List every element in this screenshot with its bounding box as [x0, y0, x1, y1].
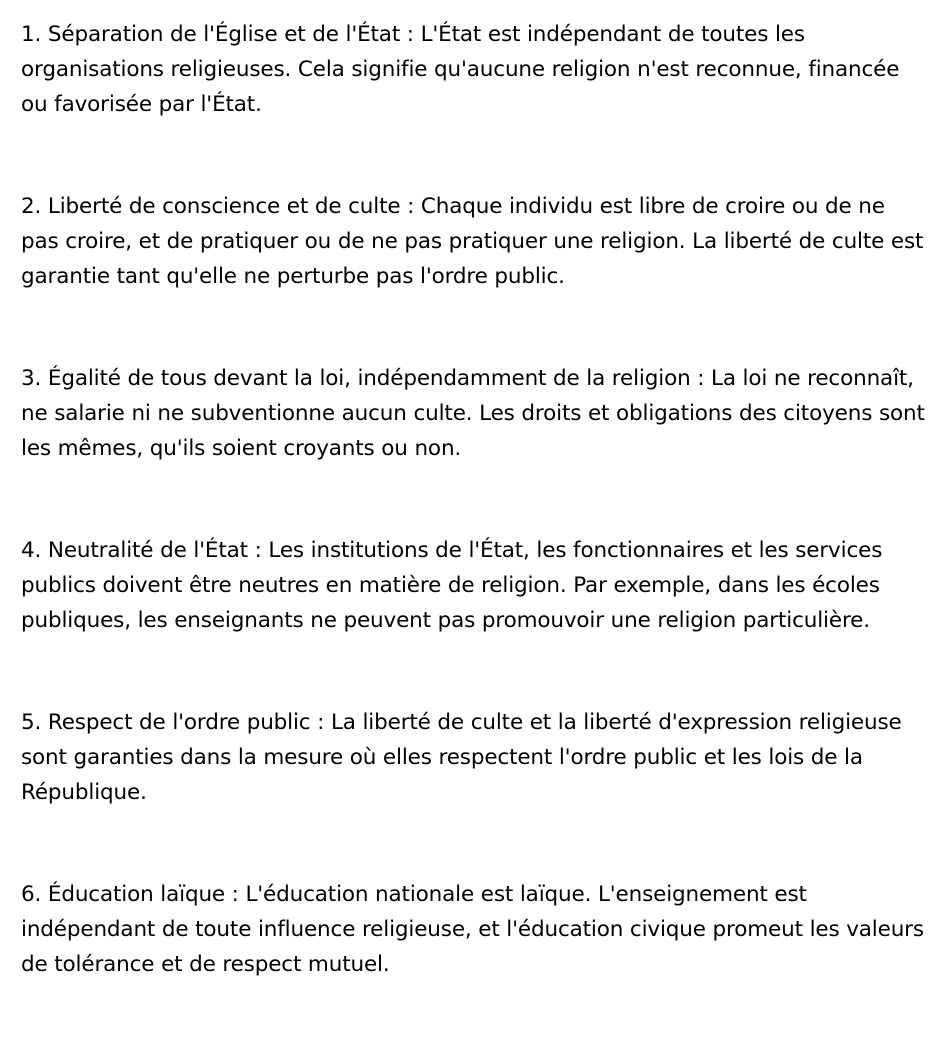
paragraph-3: 3. Égalité de tous devant la loi, indépendamment de la religion : La loi ne reconnaît, ne salarie ni ne subventionne aucun culte. Les droits et obligations des citoyens sont les mêmes, qu'ils soient croyants ou non. — [21, 366, 925, 461]
paragraph-4: 4. Neutralité de l'État : Les institutions de l'État, les fonctionnaires et les services publics doivent être neutres en matière de religion. Par exemple, dans les écoles publiques, les enseignants ne peuvent pas promouvoir une religion particulière. — [21, 538, 883, 633]
paragraph-1: 1. Séparation de l'Église et de l'État : L'État est indépendant de toutes les organisations religieuses. Cela signifie qu'aucune religion n'est reconnue, financée ou favorisée par l'État. — [21, 22, 900, 117]
paragraph-2: 2. Liberté de conscience et de culte : Chaque individu est libre de croire ou de ne pas croire, et de pratiquer ou de ne pas pratiquer une religion. La liberté de culte est garantie tant qu'elle ne perturbe pas l'ordre public. — [21, 194, 924, 289]
document-body — [21, 17, 926, 982]
paragraph-6: 6. Éducation laïque : L'éducation nationale est laïque. L'enseignement est indépendant de toute influence religieuse, et l'éducation civique promeut les valeurs de tolérance et de respect mutuel. — [21, 882, 924, 977]
paragraph-5: 5. Respect de l'ordre public : La liberté de culte et la liberté d'expression religieuse sont garanties dans la mesure où elles respectent l'ordre public et les lois de la République. — [21, 710, 902, 805]
